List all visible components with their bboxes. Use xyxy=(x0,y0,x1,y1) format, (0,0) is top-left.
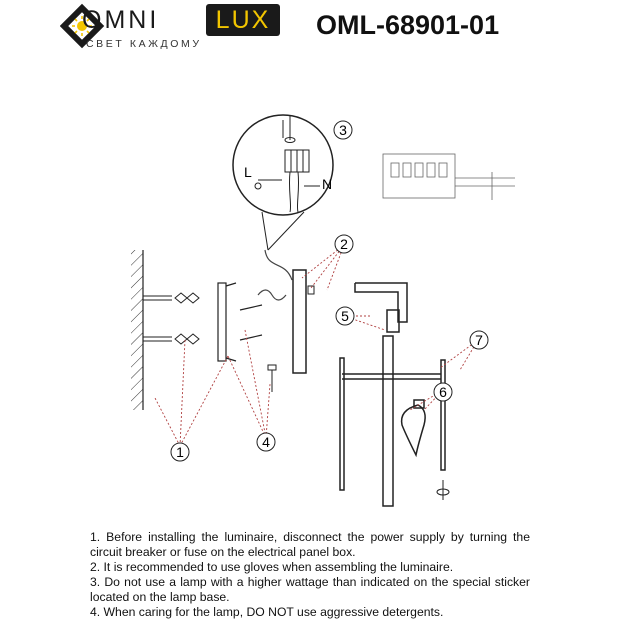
brand-tagline: СВЕТ КАЖДОМУ xyxy=(86,38,202,50)
lamp-arm xyxy=(340,283,445,506)
terminal-wires xyxy=(258,290,286,300)
callout-3 xyxy=(334,121,352,139)
svg-text:7: 7 xyxy=(475,332,483,348)
instruction-1: 1. Before installing the luminaire, disconnect the power supply by turning the circuit breaker or fuse on the electrical panel box. xyxy=(90,530,530,559)
wall-dowels xyxy=(143,293,199,344)
terminal-schematic xyxy=(383,154,515,200)
instruction-2: 2. It is recommended to use gloves when assembling the luminaire. xyxy=(90,560,454,574)
wiring-detail-circle xyxy=(233,115,333,250)
fixing-screw xyxy=(268,365,276,392)
callout-4 xyxy=(257,433,275,451)
mounting-bracket xyxy=(218,283,262,361)
plate-screw xyxy=(308,286,314,294)
callout-5 xyxy=(336,307,354,325)
neutral-wire-label: N xyxy=(322,176,333,192)
wall-plate xyxy=(293,270,306,373)
instruction-3: 3. Do not use a lamp with a higher wattage than indicated on the special sticker located on the lamp base. xyxy=(90,575,530,604)
svg-text:4: 4 xyxy=(262,434,270,450)
brand-name-right: LUX xyxy=(206,4,280,36)
callout-7 xyxy=(470,331,488,349)
safety-instructions xyxy=(90,530,530,620)
instruction-4: 4. When caring for the lamp, DO NOT use aggressive detergents. xyxy=(90,605,444,619)
svg-text:2: 2 xyxy=(340,236,348,252)
callout-1 xyxy=(171,443,189,461)
rotate-symbol-icon xyxy=(437,480,449,500)
model-number: OML-68901-01 xyxy=(316,10,500,40)
brand-name-left: OMNI xyxy=(82,6,160,34)
svg-text:3: 3 xyxy=(339,122,347,138)
live-wire-label: L xyxy=(244,164,252,180)
svg-text:5: 5 xyxy=(341,308,349,324)
supply-wire xyxy=(265,250,292,280)
svg-text:1: 1 xyxy=(176,444,184,460)
callout-6 xyxy=(434,383,452,401)
svg-text:6: 6 xyxy=(439,384,447,400)
callout-2 xyxy=(335,235,353,253)
wall xyxy=(131,250,143,410)
callout-leaders xyxy=(155,245,478,446)
